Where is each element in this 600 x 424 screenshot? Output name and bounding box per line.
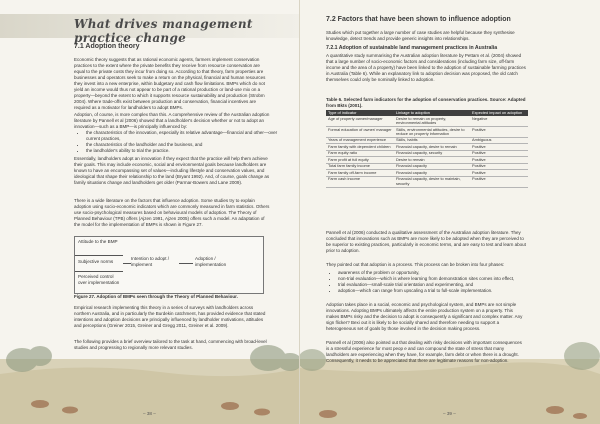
paragraph-process: They pointed out that adoption is a process. This process can be broken into four phases: <box>326 262 505 267</box>
table-cell: Ambiguous <box>470 137 528 143</box>
table-cell: Positive <box>470 144 528 150</box>
table-cell: Financial capacity <box>394 170 470 176</box>
table-cell: Skills, environmental attitudes, desire to reduce on property information <box>394 127 470 138</box>
list-item: • awareness of the problem or opportunity, <box>338 270 536 276</box>
list-item: • the characteristics of the landholder and the business, and <box>86 142 280 148</box>
paragraph-overview: The following provides a brief overview tailored to the task at hand, commencing with broad-level studies and progressing to regionally more relevant studies. <box>74 339 267 350</box>
column-header: Type of indicator <box>326 110 394 116</box>
list-item: • the landholder's ability to trial the practice. <box>86 148 280 154</box>
paragraph-social-system: Adoption takes place in a social, economic and psychological system, and BMPs are not simple innovations. Adopting BMPs ultimately affects the entire production system on a property. This makes BMPs risky and the decision to adopt is consequently a significant and complex matter. Any sign flicker? Bexi out it is likely to be socially shared and therefore needing to support a heterogeneous set of goals by those involved in the decision making process. <box>326 302 523 331</box>
right-page <box>300 0 600 424</box>
section-heading-adoption-theory: 7.1 Adoption theory <box>74 43 140 50</box>
table-row <box>326 127 528 138</box>
table-cell: Desire to remain on property, environmental attitudes <box>394 116 470 126</box>
paragraph-economic-theory: Economic theory suggests that as rational economic agents, farmers implement conservation practices to the extent where the private benefits they receive from resource conservation are equal to the private costs they incur from doing so. According to that theory, farm properties are businesses and operators seek to make a return on the physical, financial and human resources they invest into a new enterprise, within budgetary and cash flow limitations. BMPs which do not yield an income would thus not appear to be part of a rational production or land-use mix on a property—beyond the extent to which it supports resource sustainability and production (Strobm 2004). Where trade-offs exist between production and conservation, financial incentives are required as a motivator for landholders to adopt BMPs. <box>74 57 266 110</box>
intention-label: Intention to adopt / implement <box>131 256 170 267</box>
table-row <box>326 116 528 126</box>
connector-line <box>123 263 131 264</box>
tpb-diagram <box>74 236 264 294</box>
list-item: • trial evaluation—small-scale trial orientation and experimenting, and <box>338 282 536 288</box>
table-cell: Age of property owner/manager <box>326 116 394 126</box>
page-number-right: – 39 – <box>443 411 456 416</box>
table-cell: Financial capacity, security <box>394 150 470 156</box>
table-cell: Positive <box>470 150 528 156</box>
table-cell: Farm profit at full equity <box>326 157 394 163</box>
page-number-left: – 38 – <box>143 411 156 416</box>
paragraph-quantitative-study: A quantitative study summarising the Australian adoption literature by Pettam et al. (2004) showed that a large number of socio-economic factors and considerations (including farm size, off-farm income and the area of a property) have been linked to the adoption of sustainable farming practices in Australia (Table 6). While an explanatory link to adoption decision was proposed, the old catch themselves could only be nominally linked to adoption. <box>326 53 526 82</box>
perceived-control-label: Perceived control over implementation <box>78 274 120 285</box>
column-header: Expected impact on adoption <box>470 110 528 116</box>
paragraph-pannell-assessment: Pannell et al (2006) conducted a qualitative assessment of the Australian adoption literature. They concluded that innovations such as BMPs are more likely to be adopted when they are perceived to be superior to existing practices, particularly in economic terms, and are easy to test and learn about prior to adoption. <box>326 230 526 253</box>
paragraph-adoption-complexity: Adoption, of course, is more complex than this. A comprehensive review of the Australian adoption literature by Pannell et al (2006) showed that a landholder's decision whether or not to adopt an innovation—such as a BMP—is principally influenced by: <box>74 112 270 129</box>
table-cell: Formal education of owner/ manager <box>326 127 394 138</box>
table-cell: Skills, habits <box>394 137 470 143</box>
table-cell: Financial capacity <box>394 163 470 169</box>
paragraph-empirical-research: Empirical research implementing this theory in a series of surveys with landholders across northern Australia, and in particularly the Burdekin catchment, has provided evidence that stated intentions and adoption decisions are principally influenced by landholder motivations, attitudes and perceptions (Greiner 2015, Greiner and Gregg 2011, Greiner et al. 2009). <box>74 305 266 328</box>
connector-line <box>179 263 193 264</box>
paragraph-adoption-literature: There is a wide literature on the factors that influence adoption. Some studies try to explain adoption using socio-economic indicators which are commonly measured in farm statistics. Others use socio-psychological measures based on behavioural models of adoption. The Theory of Planned Behaviour (TPB) offers (Ajzen 1991, Ajzen 2005) offers such a model. An adaptation of the model for the implementation of BMPs is shown in Figure 27. <box>74 198 270 227</box>
figure-caption: Figure 27. Adoption of BMPs seen through the Theory of Planned Behaviour. <box>74 294 238 299</box>
paragraph-risk: Pannell et al (2006) also pointed out that dealing with risky decisions with important consequences is a stressful experience for most peop e and can compound the state of stress that many landholders are experiencing when they have, for example, farm debt or when there is a drought. Consequently, it needs to be appreciated that there are legitimate reasons for non-adoption. <box>326 340 522 363</box>
table-cell: Desire to remain <box>394 157 470 163</box>
divider-line <box>75 255 123 256</box>
table-cell: Farm equity ratio <box>326 150 394 156</box>
list-item: • non-trial evaluation—which is where learning from demonstration sites comes into effect, <box>338 276 536 282</box>
adoption-label: Adoption / implementation <box>195 256 227 267</box>
list-item: • the characteristics of the innovation, especially its relative advantage—financial and other—over current practices, <box>86 130 280 142</box>
table-cell: Financial capacity, desire to maintain, security <box>394 176 470 187</box>
table-cell: Farm family off-farm income <box>326 170 394 176</box>
table-cell: Total farm family income <box>326 163 394 169</box>
subjective-norms-label: Subjective norms <box>78 259 114 264</box>
table-caption: Table 6. Selected farm indicators for the adoption of conservation practices. Source: Adapted from Bkts (2001). <box>326 97 526 108</box>
table-row <box>326 176 528 187</box>
table-cell: Financial capacity, desire to remain <box>394 144 470 150</box>
table-cell: Positive <box>470 176 528 187</box>
table-cell: Positive <box>470 127 528 138</box>
attitude-label: Attitude to the BMP <box>78 239 118 244</box>
column-header: Linkage to adoption <box>394 110 470 116</box>
table-cell: Positive <box>470 170 528 176</box>
subsection-heading: 7.2.1 Adoption of sustainable land management practices in Australia <box>326 45 498 51</box>
farm-indicators-table <box>326 110 528 188</box>
table-cell: Years of management experience <box>326 137 394 143</box>
section-heading-factors: 7.2 Factors that have been shown to influence adoption <box>326 16 511 23</box>
list-item: • adoption—which can range from upscaling a trial to full-scale implementation. <box>338 288 536 294</box>
chapter-title: What drives management practice change <box>74 17 253 45</box>
table-cell: Farm family with dependent children <box>326 144 394 150</box>
table-cell: Farm cash income <box>326 176 394 187</box>
paragraph-landholder-goals: Essentially, landholders adopt an innovation if they expect that the practice will help them achieve their goals. This may include economic, social and environmental goals because landholders are known to have an encompassing set of values—including lifestyle and conservation values, and ideological that shape their relationship to the land (Bryant 1992). And, of course, goals change as family situations change and landholders get older (Parmar-Bowers and Lane 2009). <box>74 156 270 185</box>
influence-factors-list <box>76 130 280 154</box>
table-cell: Positive <box>470 163 528 169</box>
table-cell: Positive <box>470 157 528 163</box>
table-cell: Negative <box>470 116 528 126</box>
adoption-phases-list <box>328 270 536 294</box>
paragraph-intro: Studies which put together a large number of case studies are helpful because they synthesise knowledge, detect trends and provide generic insights into relationships. <box>326 30 515 41</box>
divider-line <box>75 271 123 272</box>
